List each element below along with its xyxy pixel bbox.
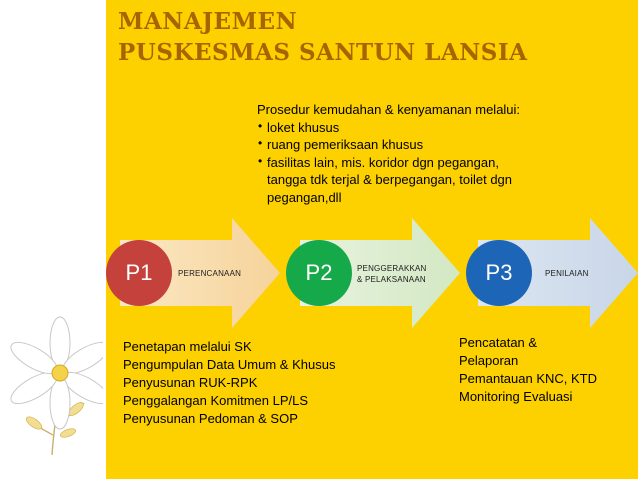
step-label-p2 (357, 263, 427, 285)
procedure-bullet-continuation: tangga tdk terjal & berpegangan, toilet dgn (267, 172, 513, 187)
step-badge-p2: P2 (286, 240, 352, 306)
white-flower-icon (8, 285, 103, 460)
step-badge-p3: P3 (466, 240, 532, 306)
procedure-bullet-continuation: pegangan,dll (267, 189, 342, 205)
p3-activity-list (459, 334, 597, 406)
list-item: Penyusunan RUK-RPK (123, 375, 258, 390)
procedure-block (257, 101, 520, 206)
title-line-2: PUSKESMAS SANTUN LANSIA (118, 39, 528, 66)
list-item: Pemantauan KNC, KTD (459, 371, 598, 386)
list-item: Penggalangan Komitmen LP/LS (123, 393, 309, 408)
procedure-bullet: • ruang pemeriksaan khusus (257, 136, 520, 154)
procedure-bullet: • loket khusus (257, 119, 520, 137)
step-label-p2-line-1: PENGGERAKKAN (357, 264, 427, 273)
title-line-1: MANAJEMEN (118, 8, 298, 35)
list-item: Monitoring Evaluasi (459, 389, 573, 404)
step-badge-p1: P1 (106, 240, 172, 306)
step-label-p3: PENILAIAN (545, 269, 589, 278)
list-item: Pencatatan & (459, 335, 538, 350)
list-item: Penyusunan Pedoman & SOP (123, 411, 298, 426)
step-label-p1: PERENCANAAN (178, 269, 242, 278)
p1-activity-list (123, 338, 335, 428)
list-item: Pelaporan (459, 353, 519, 368)
slide-title (118, 6, 527, 68)
procedure-bullet: • fasilitas lain, mis. koridor dgn pegangan, (257, 154, 520, 172)
procedure-heading: Prosedur kemudahan & kenyamanan melalui: (257, 102, 521, 117)
list-item: Penetapan melalui SK (123, 339, 252, 354)
step-label-p2-line-2: & PELAKSANAAN (357, 275, 426, 284)
list-item: Pengumpulan Data Umum & Khusus (123, 357, 336, 372)
